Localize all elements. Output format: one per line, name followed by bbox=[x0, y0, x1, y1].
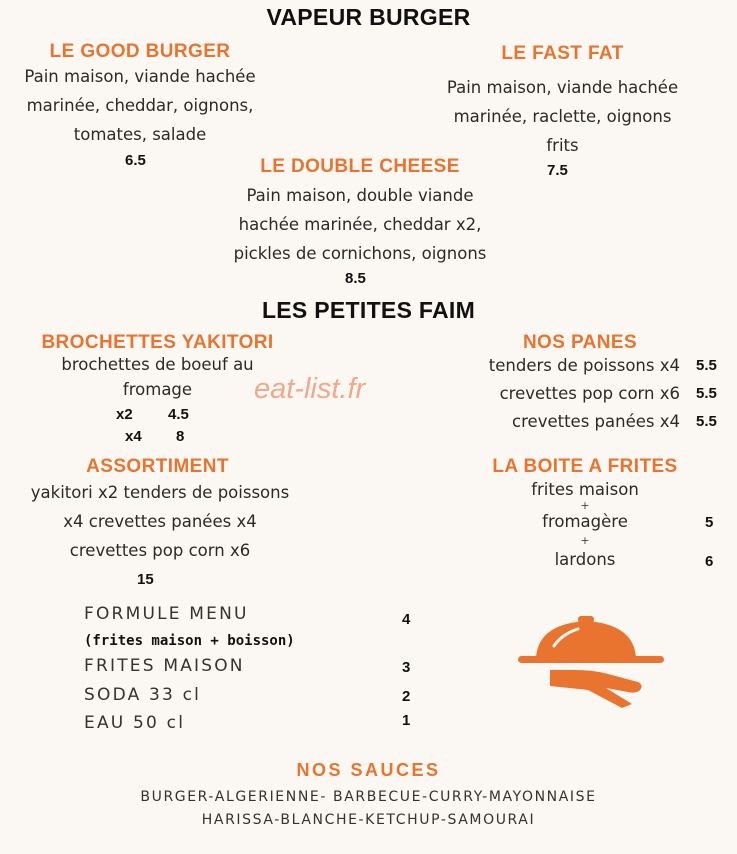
yakitori-name: BROCHETTES YAKITORI bbox=[41, 332, 274, 353]
serving-cloche-hand-icon bbox=[510, 606, 670, 710]
frites-box-price2: 6 bbox=[705, 553, 714, 570]
desc-line: yakitori x2 tenders de poissons bbox=[30, 483, 290, 502]
panes-item-label: crevettes panées x4 bbox=[512, 412, 680, 431]
desc-line: marinée, cheddar, oignons, bbox=[26, 96, 254, 115]
burger-double-name: LE DOUBLE CHEESE bbox=[260, 156, 460, 177]
desc-line: x4 crevettes panées x4 bbox=[63, 512, 257, 531]
panes-item-label: crevettes pop corn x6 bbox=[499, 384, 680, 403]
yakitori-price-x4: 8 bbox=[176, 428, 185, 445]
desc-line: tomates, salade bbox=[73, 125, 207, 144]
plus-sign: + bbox=[580, 534, 590, 547]
desc-line: Pain maison, viande hachée bbox=[24, 67, 256, 86]
desc-line: fromage bbox=[122, 380, 193, 399]
frites-maison-price: 3 bbox=[402, 659, 411, 676]
soda-price: 2 bbox=[402, 688, 411, 705]
frites-box-name: LA BOITE A FRITES bbox=[492, 456, 678, 477]
panes-items bbox=[400, 352, 680, 436]
burger-good-desc bbox=[0, 62, 280, 149]
yakitori-qty-x4: x4 bbox=[125, 428, 142, 445]
frites-box-option1: fromagère bbox=[542, 512, 628, 531]
menu-title: VAPEUR BURGER bbox=[266, 4, 471, 30]
yakitori-price-x2: 4.5 bbox=[168, 406, 189, 423]
section-petites-faim-title: LES PETITES FAIM bbox=[261, 297, 476, 323]
eau-label: EAU 50 cl bbox=[84, 713, 186, 733]
burger-double-price: 8.5 bbox=[345, 270, 366, 287]
frites-box-option2: lardons bbox=[554, 550, 616, 569]
eau-price: 1 bbox=[402, 712, 411, 729]
panes-item-price: 5.5 bbox=[696, 357, 717, 374]
sauces-title: NOS SAUCES bbox=[296, 760, 441, 780]
burger-good-name: LE GOOD BURGER bbox=[49, 41, 231, 62]
panes-item-price: 5.5 bbox=[696, 413, 717, 430]
frites-maison-label: FRITES MAISON bbox=[84, 656, 245, 676]
frites-box-base: frites maison bbox=[531, 480, 639, 499]
sauces-line-1: BURGER-ALGERIENNE- BARBECUE-CURRY-MAYONNAISE bbox=[140, 789, 597, 805]
plus-sign: + bbox=[580, 499, 590, 512]
assortiment-desc bbox=[0, 478, 320, 565]
desc-line: Pain maison, double viande bbox=[246, 186, 474, 205]
burger-double-desc bbox=[195, 181, 525, 268]
burger-fast-desc bbox=[415, 73, 710, 160]
soda-label: SODA 33 cl bbox=[84, 685, 202, 705]
assortiment-name: ASSORTIMENT bbox=[86, 456, 229, 477]
assortiment-price: 15 bbox=[137, 571, 154, 588]
formule-menu-detail: (frites maison + boisson) bbox=[84, 633, 295, 649]
yakitori-qty-x2: x2 bbox=[116, 406, 133, 423]
desc-line: pickles de cornichons, oignons bbox=[233, 244, 487, 263]
panes-name: NOS PANES bbox=[522, 332, 638, 353]
formule-menu-price: 4 bbox=[402, 611, 411, 628]
sauces-line-2: HARISSA-BLANCHE-KETCHUP-SAMOURAI bbox=[201, 812, 536, 828]
desc-line: brochettes de boeuf au bbox=[61, 355, 254, 374]
burger-fast-name: LE FAST FAT bbox=[501, 43, 624, 64]
watermark: eat-list.fr bbox=[254, 373, 366, 405]
desc-line: Pain maison, viande hachée bbox=[446, 78, 679, 97]
panes-item-price: 5.5 bbox=[696, 385, 717, 402]
desc-line: hachée marinée, cheddar x2, bbox=[238, 215, 482, 234]
frites-box-price1: 5 bbox=[705, 514, 714, 531]
desc-line: marinée, raclette, oignons bbox=[453, 107, 672, 126]
desc-line: crevettes pop corn x6 bbox=[69, 541, 251, 560]
desc-line: frits bbox=[546, 136, 579, 155]
panes-item-label: tenders de poissons x4 bbox=[488, 356, 680, 375]
burger-fast-price: 7.5 bbox=[547, 162, 568, 179]
burger-good-price: 6.5 bbox=[125, 152, 146, 169]
formule-menu-label: FORMULE MENU bbox=[84, 604, 249, 624]
